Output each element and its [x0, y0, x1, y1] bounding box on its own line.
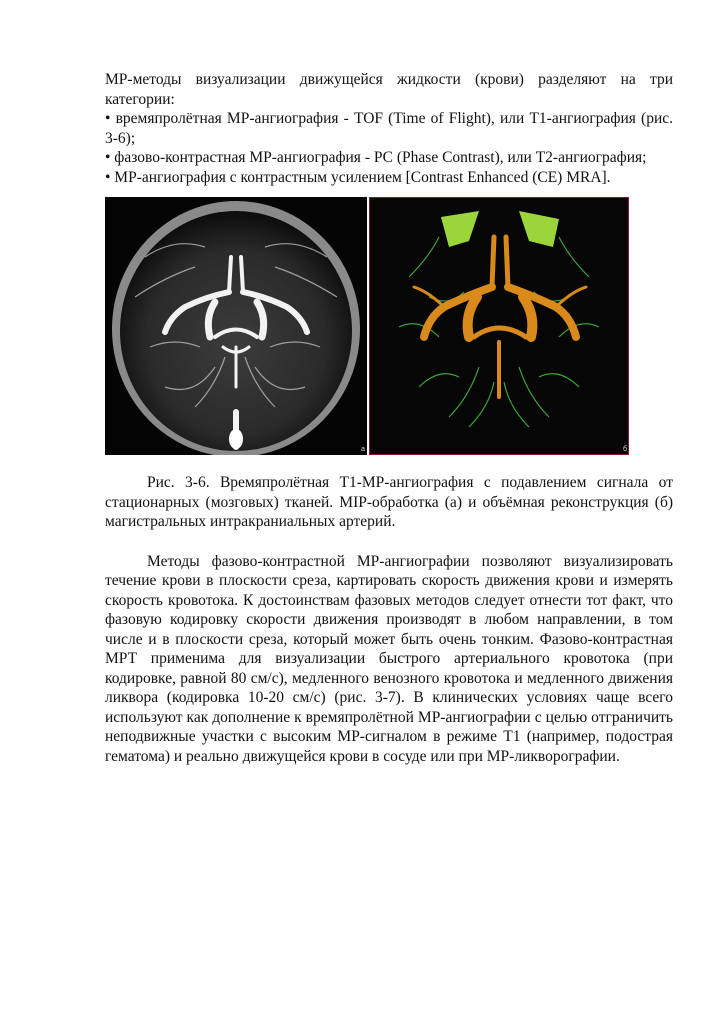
body-paragraph: Методы фазово-контрастной МР-ангиографии позволяют визуализировать течение крови в плоскости среза, картировать скорость движения крови и измерять скорость кровотока. К достоинствам фазовых методов следует отнести тот факт, что фазовую кодировку скорости движения производят в любом направлении, в том числе и в плоскости среза, который может быть очень тонким. Фазово-контрастная МРТ применима для визуализации быстрого артериального кровотока (при кодировке, равной 80 см/с), медленного венозного кровотока и медленного движения ликвора (кодировка 10-20 см/с) (рис. 3-7). В клинических условиях чаще всего используют как дополнение к времяпролётной МР-ангиографии с целью отграничить неподвижные участки с высоким МР-сигналом в режиме Т1 (например, подострая гематома) и реально движущейся крови в сосуде или при МР-ликворографии.: [105, 552, 673, 765]
bullet-tof: • времяпролётная МР-ангиография - TOF (Time of Flight), или Т1-ангиография (рис. 3-6);: [105, 110, 673, 147]
figure-label-a: а: [361, 446, 365, 453]
document-page: [105, 70, 673, 766]
figure-caption: Рис. 3-6. Времяпролётная Т1-МР-ангиография с подавлением сигнала от стационарных (мозговых) тканей. MIP-обработка (а) и объёмная реконструкция (б) магистральных интракраниальных артерий.: [105, 474, 673, 530]
bullet-pc: • фазово-контрастная МР-ангиография - РС (Phase Contrast), или Т2-ангиография;: [105, 149, 647, 166]
figure-label-b: б: [623, 446, 628, 453]
figure-3-6: [105, 197, 673, 459]
intro-text: МР-методы визуализации движущейся жидкости (крови) разделяют на три категории:: [105, 71, 673, 108]
mip-angiography-image: [105, 197, 367, 455]
volume-reconstruction-image: [369, 197, 629, 455]
bullet-ce: • МР-ангиография с контрастным усилением [Contrast Enhanced (CE) MRA].: [105, 168, 611, 186]
